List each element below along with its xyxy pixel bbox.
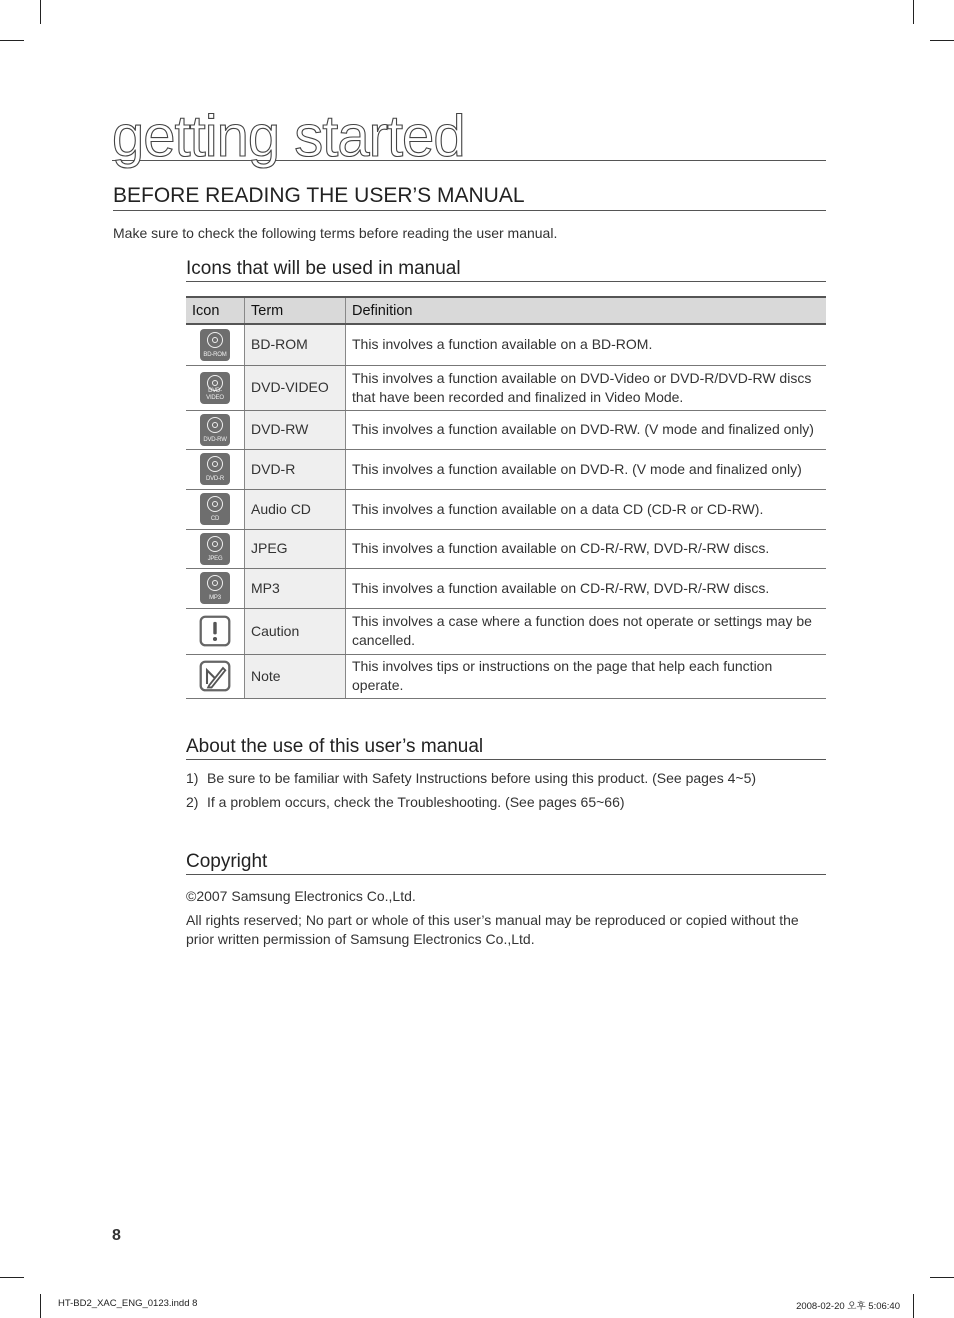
crop-mark [0, 40, 24, 41]
crop-mark [40, 1294, 41, 1318]
bd-rom-disc-icon: BD-ROM [200, 329, 230, 361]
table-row [186, 410, 826, 449]
term-cell: MP3 [245, 568, 346, 608]
definition-cell: This involves a function available on DVD-Video or DVD-R/DVD-RW discs that have been recorded and finalized in Video Mode. [346, 365, 827, 410]
term-cell: Audio CD [245, 489, 346, 529]
mp3-disc-icon: MP3 [200, 572, 230, 604]
list-item-number: 1) [186, 770, 199, 786]
about-list [186, 770, 756, 818]
dvd-rw-disc-icon: DVD-RW [200, 414, 230, 446]
crop-mark [930, 1277, 954, 1278]
definition-cell: This involves a case where a function does not operate or settings may be cancelled. [346, 608, 827, 654]
term-cell: Caution [245, 608, 346, 654]
table-row [186, 489, 826, 529]
icons-table [186, 296, 826, 699]
dvd-r-disc-icon: DVD-R [200, 453, 230, 485]
table-row [186, 529, 826, 568]
term-cell: DVD-R [245, 449, 346, 489]
list-item-text: If a problem occurs, check the Troubleshooting. (See pages 65~66) [207, 794, 625, 810]
section-title: BEFORE READING THE USER’S MANUAL [113, 184, 826, 211]
header-icon: Icon [186, 297, 245, 324]
definition-cell: This involves a function available on DVD-RW. (V mode and finalized only) [346, 410, 827, 449]
definition-cell: This involves a function available on CD-R/-RW, DVD-R/-RW discs. [346, 568, 827, 608]
list-item-text: Be sure to be familiar with Safety Instructions before using this product. (See pages 4~5) [207, 770, 757, 786]
term-cell: DVD-RW [245, 410, 346, 449]
chapter-title: getting started [112, 104, 465, 169]
crop-mark [40, 0, 41, 24]
jpeg-disc-icon: JPEG [200, 533, 230, 565]
list-item-number: 2) [186, 794, 199, 810]
crop-mark [913, 0, 914, 24]
definition-cell: This involves a function available on DVD-R. (V mode and finalized only) [346, 449, 827, 489]
page-number: 8 [112, 1227, 121, 1244]
definition-cell: This involves a function available on a BD-ROM. [346, 324, 827, 365]
list-item [186, 794, 756, 818]
intro-text: Make sure to check the following terms before reading the user manual. [113, 225, 558, 241]
copyright-section-title: Copyright [186, 851, 826, 875]
caution-icon [199, 615, 231, 647]
table-row [186, 568, 826, 608]
about-section-title: About the use of this user’s manual [186, 736, 826, 760]
term-cell: JPEG [245, 529, 346, 568]
list-item [186, 770, 756, 794]
chapter-header [112, 104, 826, 169]
definition-cell: This involves a function available on CD-R/-RW, DVD-R/-RW discs. [346, 529, 827, 568]
term-cell: Note [245, 654, 346, 698]
header-term: Term [245, 297, 346, 324]
copyright-line: ©2007 Samsung Electronics Co.,Ltd. [186, 888, 416, 904]
icons-section-title: Icons that will be used in manual [186, 258, 826, 282]
copyright-notice: All rights reserved; No part or whole of this user’s manual may be reproduced or copied without the prior written permission of Samsung Electronics Co.,Ltd. [186, 912, 799, 947]
table-row [186, 608, 826, 654]
table-row [186, 449, 826, 489]
table-row [186, 654, 826, 698]
audio-cd-disc-icon: CD [200, 493, 230, 525]
table-row [186, 324, 826, 365]
footer-file-info: HT-BD2_XAC_ENG_0123.indd 8 [58, 1298, 198, 1309]
term-cell: BD-ROM [245, 324, 346, 365]
table-header-row [186, 297, 826, 324]
dvd-video-disc-icon: DVD-VIDEO [200, 372, 230, 404]
note-icon [199, 660, 231, 692]
table-row [186, 365, 826, 410]
crop-mark [913, 1294, 914, 1318]
definition-cell: This involves tips or instructions on the page that help each function operate. [346, 654, 827, 698]
header-definition: Definition [346, 297, 827, 324]
footer-timestamp: 2008-02-20 오후 5:06:40 [796, 1301, 900, 1312]
crop-mark [930, 40, 954, 41]
term-cell: DVD-VIDEO [245, 365, 346, 410]
definition-cell: This involves a function available on a data CD (CD-R or CD-RW). [346, 489, 827, 529]
crop-mark [0, 1277, 24, 1278]
